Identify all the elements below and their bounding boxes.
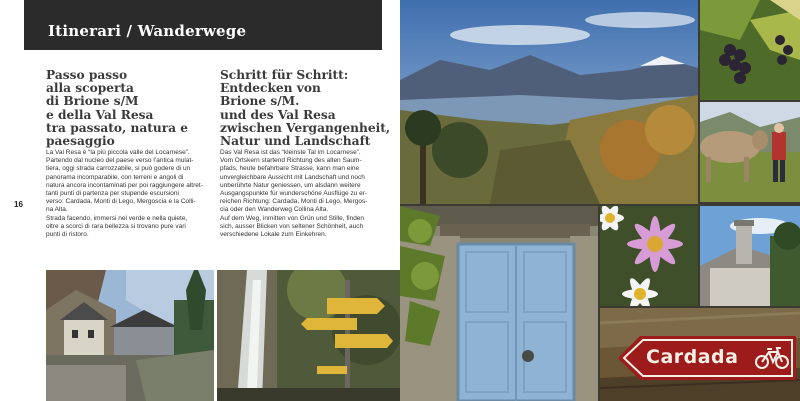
page-title: Itinerari / Wanderwege <box>48 22 247 40</box>
german-body <box>220 149 388 239</box>
italian-body-line: Partendo dal nucleo del paese verso l’antica mulat- <box>46 157 194 165</box>
cow-photo <box>700 102 800 202</box>
sign-label: Cardada <box>646 346 739 368</box>
german-title <box>220 69 390 148</box>
grapes-photo <box>700 0 800 100</box>
italian-title-line: di Brione s/M <box>46 94 139 109</box>
german-body-line: unvergleichbare Aussicht mit Landschaft und noch <box>220 173 365 181</box>
right-page <box>400 0 800 401</box>
german-body-line: sich, ausser Blicken von seltener Schönheit, auch <box>220 222 364 230</box>
german-title-line: Brione s/M. <box>220 94 300 109</box>
lake-landscape-photo <box>400 0 698 204</box>
german-body-line: unberührte Natur geniessen, um alsdann weitere <box>220 181 361 189</box>
german-body-line: pfads, heute befahrbare Strasse, kann man eine <box>220 165 360 173</box>
italian-title-line: Passo passo <box>46 68 128 82</box>
german-title-line: und des Val Resa <box>220 107 336 122</box>
italian-title-line: paesaggio <box>46 134 115 149</box>
italian-body-line: tiera, oggi strada carrozzabile, si può godere di un <box>46 165 191 173</box>
blue-door-photo <box>400 206 598 401</box>
german-title-line: Entdecken von <box>220 81 321 96</box>
german-body-line: Ausgangspunkte für wunderschöne Ausflüge zu er- <box>220 190 368 198</box>
italian-body-line: oltre a scorci di rara bellezza si trovano pure vari <box>46 222 186 230</box>
italian-title <box>46 69 188 148</box>
italian-title-line: e della Val Resa <box>46 107 154 122</box>
german-title-line: Natur und Landschaft <box>220 134 371 149</box>
italian-body-line: Strada facendo, immersi nel verde e nella quiete, <box>46 214 188 222</box>
german-body-line: Das Val Resa ist das “kleinste Tal im Locarnese”. <box>220 149 361 156</box>
italian-title-line: alla scoperta <box>46 81 134 96</box>
german-body-line: verschiedene Lokale zum Einkehren. <box>220 231 327 239</box>
stone-house-photo <box>700 206 800 306</box>
page-number: 16 <box>14 200 23 209</box>
italian-body-line: punti di ristoro. <box>46 231 89 239</box>
italian-body-line: verso: Cardada, Monti di Lego, Mergoscia e la Colli- <box>46 198 196 206</box>
italian-body-line: na Alta. <box>46 206 68 214</box>
signpost-photo <box>217 270 400 401</box>
italian-body <box>46 149 214 239</box>
bicycle-icon <box>754 346 790 370</box>
german-body-line: cia oder den Wanderweg Collina Alta. <box>220 206 329 214</box>
german-body-line: Vom Ortskern startend Richtung des alten Saum- <box>220 157 362 165</box>
italian-body-line: natura ancora incontaminati per poi raggiungere altret- <box>46 181 203 189</box>
german-body-line: reichen Richtung: Cardada, Monti di Lego, Mergos- <box>220 198 368 206</box>
daisies-photo <box>600 206 698 306</box>
italian-body-line: La Val Resa è “la più piccola valle del Locarnese”. <box>46 149 190 156</box>
german-title-line: Schritt für Schritt: <box>220 68 349 82</box>
italian-body-line: panorama incomparabile, con terreni e angoli di <box>46 173 184 181</box>
village-photo <box>46 270 214 401</box>
german-title-line: zwischen Vergangenheit, <box>220 120 391 135</box>
italian-body-line: tanti punti di partenza per stupende escursioni <box>46 190 179 198</box>
german-body-line: Auf dem Weg, inmitten von Grün und Stille, finden <box>220 214 365 222</box>
cardada-sign <box>618 336 796 380</box>
italian-title-line: tra passato, natura e <box>46 120 189 135</box>
